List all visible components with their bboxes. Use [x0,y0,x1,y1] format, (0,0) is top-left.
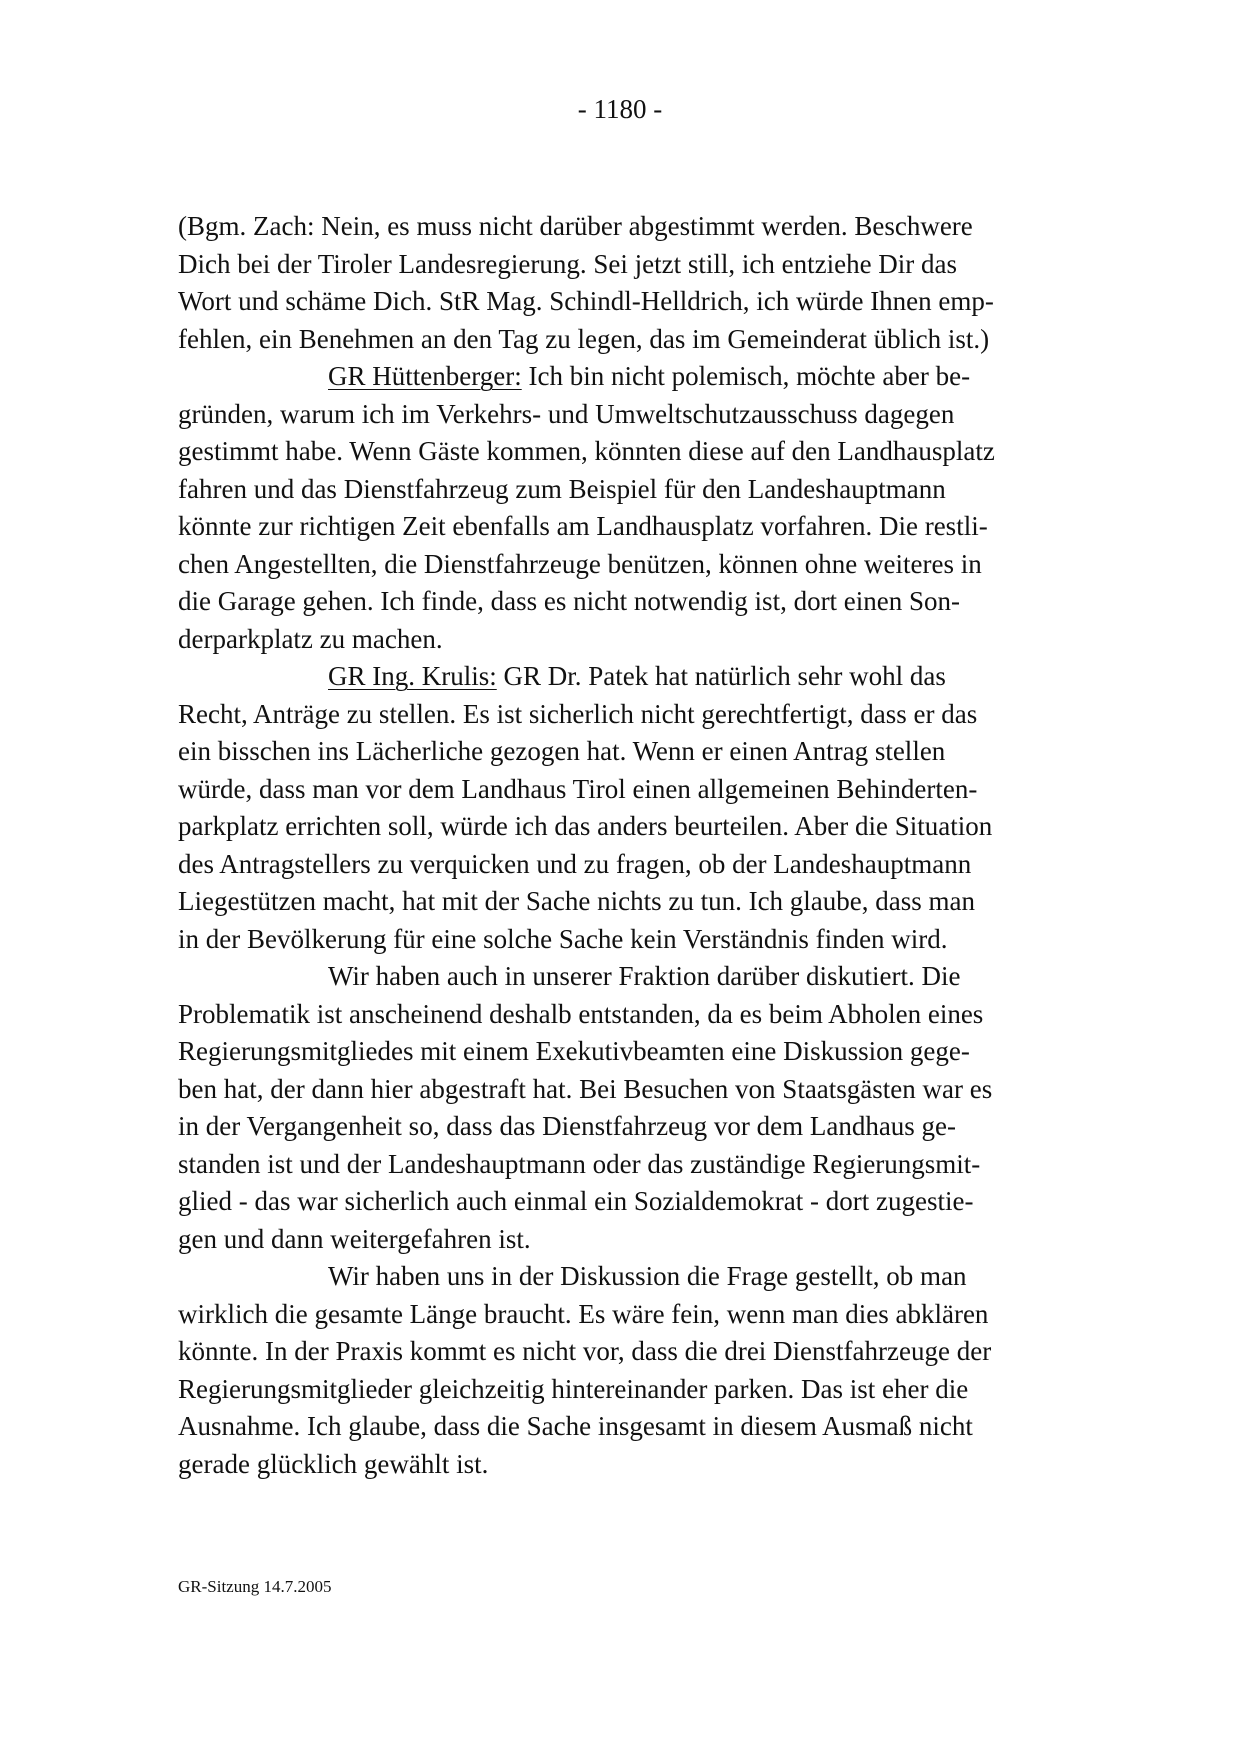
paragraph-start-line: Wir haben uns in der Diskussion die Frage gestellt, ob man [328,1261,967,1291]
text-line: parkplatz errichten soll, würde ich das anders beurteilen. Aber die Situation [178,811,993,841]
text-line: Dich bei der Tiroler Landesregierung. Sei jetzt still, ich entziehe Dir das [178,248,958,279]
text-line: Regierungsmitgliedes mit einem Exekutivbeamten eine Diskussion gege- [178,1036,970,1066]
text-line: ein bisschen ins Lächerliche gezogen hat. Wenn er einen Antrag stellen [178,736,946,766]
text-line: Ausnahme. Ich glaube, dass die Sache insgesamt in diesem Ausmaß nicht [178,1411,973,1441]
footer-session-date: GR-Sitzung 14.7.2005 [178,1577,332,1596]
text-line: chen Angestellten, die Dienstfahrzeuge benützen, können ohne weiteres in [178,548,982,579]
text-line: derparkplatz zu machen. [178,623,443,654]
paragraph-start-line: Wir haben auch in unserer Fraktion darüber diskutiert. Die [328,961,961,991]
text-line: fehlen, ein Benehmen an den Tag zu legen, das im Gemeinderat üblich ist.) [178,323,990,354]
text-line: Regierungsmitglieder gleichzeitig hintereinander parken. Das ist eher die [178,1373,969,1404]
text-line: gen und dann weitergefahren ist. [178,1223,531,1254]
page-number: - 1180 - [577,94,663,124]
text-line: Liegestützen macht, hat mit der Sache nichts zu tun. Ich glaube, dass man [178,886,976,916]
text-line: die Garage gehen. Ich finde, dass es nicht notwendig ist, dort einen Son- [178,586,961,616]
text-line: fahren und das Dienstfahrzeug zum Beispiel für den Landeshauptmann [178,473,946,504]
text-line: glied - das war sicherlich auch einmal ein Sozialdemokrat - dort zugestie- [178,1186,974,1216]
text-line: Wort und schäme Dich. StR Mag. Schindl-Helldrich, ich würde Ihnen emp- [178,286,994,316]
speaker-name: GR Hüttenberger: [328,361,522,391]
speaker-name: GR Ing. Krulis: [328,661,497,691]
text-line: standen ist und der Landeshauptmann oder das zuständige Regierungsmit- [178,1148,981,1179]
text-line: gestimmt habe. Wenn Gäste kommen, könnten diese auf den Landhausplatz [178,436,995,466]
text-line: würde, dass man vor dem Landhaus Tirol einen allgemeinen Behinderten- [178,773,978,804]
speech-text: Ich bin nicht polemisch, möchte aber be- [521,361,971,391]
text-line: gründen, warum ich im Verkehrs- und Umweltschutzausschuss dagegen [178,398,955,429]
text-line: Problematik ist anscheinend deshalb entstanden, da es beim Abholen eines [178,998,984,1029]
text-line: gerade glücklich gewählt ist. [178,1448,489,1479]
text-line: könnte. In der Praxis kommt es nicht vor, dass die drei Dienstfahrzeuge der [178,1336,992,1366]
text-line: in der Vergangenheit so, dass das Dienstfahrzeug vor dem Landhaus ge- [178,1111,957,1141]
text-line: in der Bevölkerung für eine solche Sache kein Verständnis finden wird. [178,923,948,954]
text-line: (Bgm. Zach: Nein, es muss nicht darüber abgestimmt werden. Beschwere [178,211,973,241]
text-line: könnte zur richtigen Zeit ebenfalls am Landhausplatz vorfahren. Die restli- [178,511,988,541]
text-line: ben hat, der dann hier abgestraft hat. Bei Besuchen von Staatsgästen war es [178,1073,993,1104]
speech-start-line [178,358,1068,396]
text-line: des Antragstellers zu verquicken und zu fragen, ob der Landeshauptmann [178,848,972,879]
text-line: wirklich die gesamte Länge braucht. Es wäre fein, wenn man dies abklären [178,1298,989,1329]
speech-text: GR Dr. Patek hat natürlich sehr wohl das [496,661,946,691]
document-body [178,208,1068,1483]
speech-start-line [178,658,1068,696]
text-line: Recht, Anträge zu stellen. Es ist sicherlich nicht gerechtfertigt, dass er das [178,698,978,729]
